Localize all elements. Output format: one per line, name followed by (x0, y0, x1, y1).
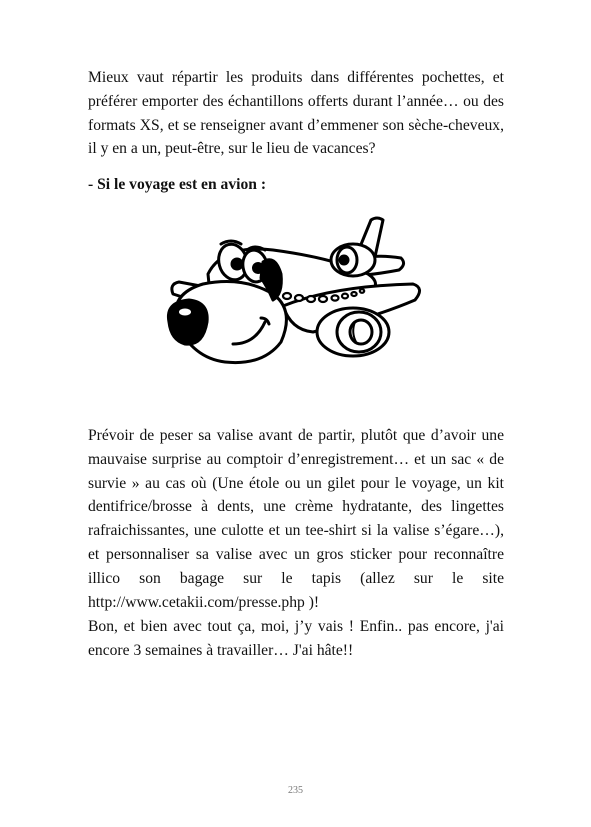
cartoon-airplane-icon (163, 214, 433, 384)
page-number: 235 (288, 785, 303, 796)
paragraph-closing: Bon, et bien avec tout ça, moi, j’y vais ! Enfin.. pas encore, j'ai encore 3 semaines à travailler… J'ai hâte!! (88, 618, 504, 659)
section-heading-plane-travel: - Si le voyage est en avion : (88, 176, 267, 193)
paragraph-luggage-tips: Mieux vaut répartir les produits dans différentes pochettes, et préférer emporter des échantillons offerts durant l’année… ou des formats XS, et se renseigner avant d’emmener son sèche-cheveux, il y en a un, peut-être, sur le lieu de vacances? (88, 69, 504, 158)
paragraph-plane-tips: Prévoir de peser sa valise avant de partir, plutôt que d’avoir une mauvaise surprise au comptoir d’enregistrement… et un sac « de survie » au cas où (Une étole ou un gilet pour le voyage, un kit dentifrice/brosse à dents, une crème hydratante, des lingettes rafraichissantes, une culotte et un tee-shirt si la valise s’égare…), et personnaliser sa valise avec un gros sticker pour reconnaître illico son bagage sur le tapis (allez sur le site http://www.cetakii.com/presse.php )! (88, 427, 504, 611)
